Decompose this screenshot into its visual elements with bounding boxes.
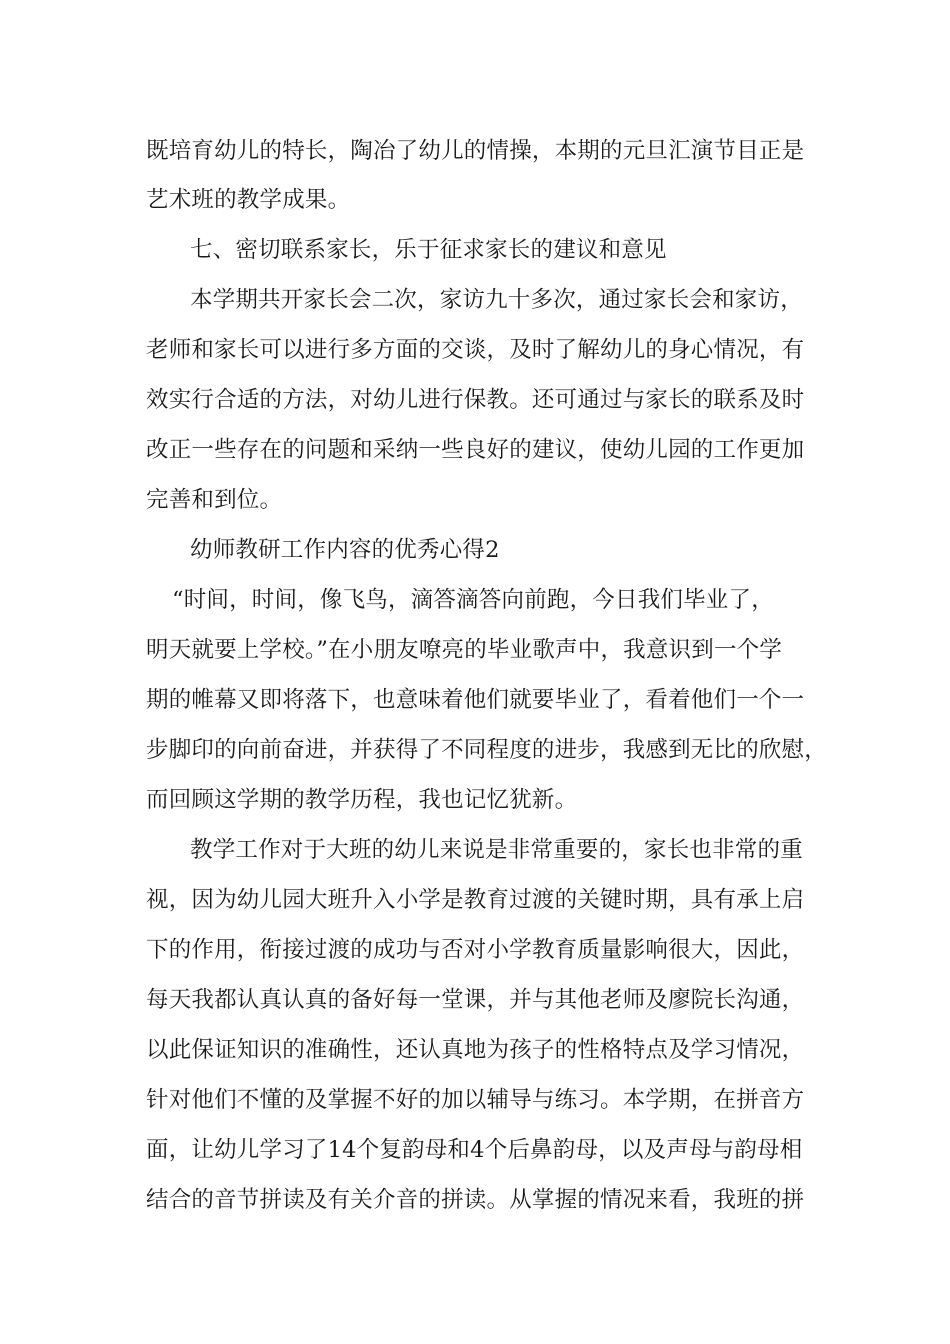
text-line: 针对他们不懂的及掌握不好的加以辅导与练习。本学期，在拼音方 (146, 1087, 805, 1113)
text-line: 结合的音节拼读及有关介音的拼读。从掌握的情况来看，我班的拼 (146, 1187, 805, 1213)
text-line: 老师和家长可以进行多方面的交谈，及时了解幼儿的身心情况，有 (146, 337, 805, 363)
text-line: 下的作用，衔接过渡的成功与否对小学教育质量影响很大，因此， (146, 937, 805, 963)
text-line: 效实行合适的方法，对幼儿进行保教。还可通过与家长的联系及时 (146, 387, 805, 413)
text-line: 艺术班的教学成果。 (146, 187, 351, 213)
text-line: “时间，时间，像飞鸟，滴答滴答向前跑，今日我们毕业了， (172, 587, 774, 613)
section-heading: 七、密切联系家长，乐于征求家长的建议和意见 (190, 237, 667, 263)
text-line: 每天我都认真认真的备好每一堂课，并与其他老师及廖院长沟通， (146, 987, 805, 1013)
text-line: 本学期共开家长会二次，家访九十多次，通过家长会和家访， (190, 287, 803, 313)
text-line: 完善和到位。 (146, 487, 283, 513)
text-line: 教学工作对于大班的幼儿来说是非常重要的，家长也非常的重 (190, 837, 803, 863)
text-line: 期的帷幕又即将落下，也意味着他们就要毕业了，看着他们一个一 (146, 687, 805, 713)
text-line: 步脚印的向前奋进，并获得了不同程度的进步，我感到无比的欣慰， (146, 737, 828, 763)
text-line: 面，让幼儿学习了14个复韵母和4个后鼻韵母，以及声母与韵母相 (146, 1137, 803, 1163)
text-line: 改正一些存在的问题和采纳一些良好的建议，使幼儿园的工作更加 (146, 437, 805, 463)
text-line: 既培育幼儿的特长，陶冶了幼儿的情操，本期的元旦汇演节目正是 (146, 138, 805, 164)
article-title: 幼师教研工作内容的优秀心得2 (190, 537, 500, 563)
text-line: 明天就要上学校。”在小朋友嘹亮的毕业歌声中，我意识到一个学 (146, 637, 783, 663)
text-line: 视，因为幼儿园大班升入小学是教育过渡的关键时期，具有承上启 (146, 887, 805, 913)
text-line: 以此保证知识的准确性，还认真地为孩子的性格特点及学习情况， (146, 1037, 805, 1063)
text-line: 而回顾这学期的教学历程，我也记忆犹新。 (146, 787, 578, 813)
